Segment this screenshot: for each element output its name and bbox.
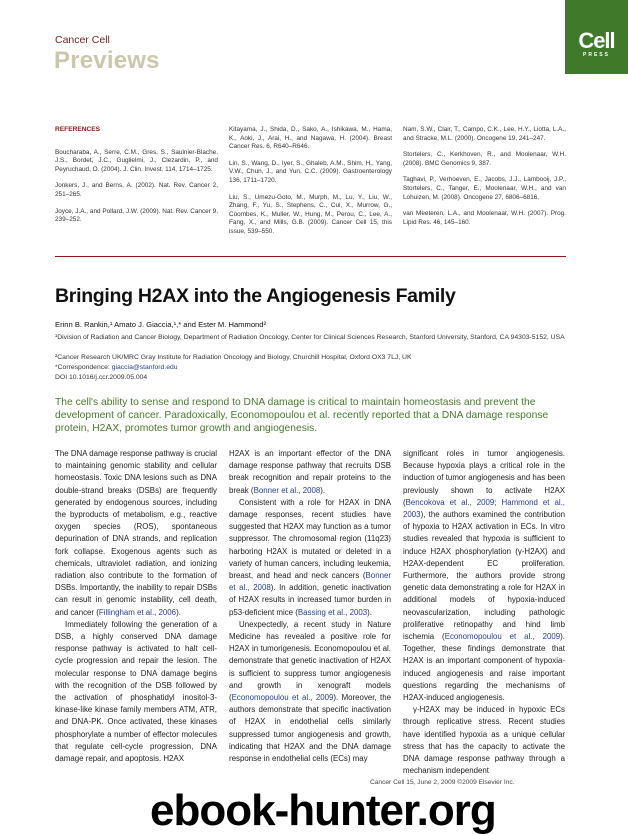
body-column-1 (55, 448, 217, 765)
body-paragraph (55, 619, 217, 765)
body-text: ). (367, 607, 372, 617)
logo-sub: PRESS (583, 52, 610, 58)
citation-link[interactable]: Economopoulou et al., 2009 (444, 632, 561, 642)
body-text: ). Together, these findings demonstrate that H2AX is an important component of hypoxia-induced angiogenesis and raise important questions regarding the mechanisms of H2AX-induced angiogenesis. (403, 632, 565, 703)
reference-item: Liu, S., Umezu-Goto, M., Murph, M., Lu, Y., Liu, W., Zhang, F., Yu, S., Stephens, C., Cui, X., Murrow, G., Coombes, K., Muller, W., Hung, M., Perou, C., Lee, A., Fang, X., and Mills, G.B. (2009). Cancer Cell 15, this issue, 539–550. (229, 193, 392, 235)
affiliation-2: ²Cancer Research UK/MRC Gray Institute for Radiation Oncology and Biology, Churchill Hospital, Oxford OX3 7LJ, UK (55, 354, 412, 361)
journal-name: Cancer Cell (55, 34, 110, 46)
doi: DOI 10.1016/j.ccr.2009.05.004 (55, 374, 148, 381)
section-title: Previews (54, 47, 160, 74)
body-paragraph (403, 704, 565, 777)
reference-item: Lin, S., Wang, D., Iyer, S., Ghaleb, A.M., Shim, H., Yang, V.W., Chun, J., and Yun, C.C. (2009). Gastroenterology 136, 1711–1720. (229, 159, 392, 184)
body-paragraph (229, 448, 391, 497)
citation-link[interactable]: Fillingham et al., 2006 (98, 607, 177, 617)
body-text: H2AX is an important effector of the DNA damage response pathway that recruits DSB break recognition and repair proteins to the break ( (229, 449, 391, 495)
body-text: ). Moreover, the authors demonstrate that specific inactivation of H2AX in endothelial cells similarly suppressed tumor angiogenesis and growth, indicating that H2AX and the DNA damage response in endothelial cells (ECs) may (229, 693, 391, 764)
watermark: ebook-hunter.org (150, 786, 496, 835)
citation-link[interactable]: Bonner et al., 2008 (253, 485, 321, 495)
article-abstract: The cell's ability to sense and respond to DNA damage is critical to maintain homeostasis and prevent the development of cancer. Paradoxically, Economopoulou et al. recently reported that a DNA damage response protein, H2AX, promotes tumor growth and angiogenesis. (55, 397, 549, 434)
citation-link[interactable]: Bonner et al., 2008 (229, 571, 391, 593)
reference-item: Jonkers, J., and Berns, A. (2002). Nat. Rev. Cancer 2, 251–265. (55, 182, 218, 198)
affiliation-1: ¹Division of Radiation and Cancer Biology, Department of Radiation Oncology, Center for Clinical Sciences Research, Stanford University, Stanford, CA 94303-5152, USA (55, 334, 565, 341)
reference-item: Nam, S.W., Clair, T., Campo, C.K., Lee, H.Y., Liotta, L.A., and Stracke, M.L. (2000). Oncogene 19, 241–247. (403, 126, 566, 142)
page-footer: Cancer Cell 15, June 2, 2009 ©2009 Elsevier Inc. (370, 779, 515, 786)
correspondence-label: *Correspondence: (55, 364, 112, 371)
article-title: Bringing H2AX into the Angiogenesis Family (55, 285, 456, 307)
references-column-3 (403, 126, 566, 235)
body-text: ). In addition, genetic inactivation of H2AX results in increased tumor burden in p53-deficient mice ( (229, 583, 391, 617)
reference-item: Joyce, J.A., and Pollard, J.W. (2009). Nat. Rev. Cancer 9, 239–252. (55, 207, 218, 224)
citation-link[interactable]: Bassing et al., 2003 (297, 607, 368, 617)
body-text: ). (176, 607, 181, 617)
reference-item: Taghavi, P., Verhoeven, E., Jacobs, J.J., Lambooij, J.P., Stortelers, C., Tanger, E., Moolenaar, W.H., and van Lohuizen, M. (2008). Oncogene 27, 6806–6816. (403, 176, 566, 201)
body-text: Immediately following the generation of a DSB, a highly conserved DNA damage response pathway is activated to halt cell-cycle progression and repair the lesion. The molecular response to DNA damage begins with the recognition of the DSB followed by the activation of phosphatidyl inositol-3-kinase-like kinase family members ATM, ATR, and DNA-PK. Once activated, these kinases phosphorylate a number of effector molecules that regulate cell-cycle progression, DNA damage repair, and apoptosis. H2AX (55, 619, 217, 764)
citation-link[interactable]: Economopoulou et al., 2009 (231, 693, 334, 703)
citation-link[interactable]: Bencokova et al., 2009; Hammond et al., 2003 (403, 497, 565, 520)
body-paragraph (55, 448, 217, 619)
body-paragraph (229, 497, 391, 619)
body-text: significant roles in tumor angiogenesis. Because hypoxia plays a critical role in the induction of tumor angiogenesis and has been previously shown to activate H2AX ( (403, 449, 565, 507)
body-text: ), the authors examined the contribution of hypoxia to H2AX activation in ECs. In vitro studies revealed that hypoxia is sufficient to induce H2AX phosphorylation (γ-H2AX) and H2AX-dependent EC proliferation. Furthermore, the authors provide strong genetic data demonstrating a role for H2AX in additional models of hypoxia-induced neovascularization, including pathologic proliferative retinopathy and hind limb ischemia ( (403, 510, 565, 642)
body-paragraph (403, 448, 565, 704)
references-column-1 (55, 126, 218, 233)
reference-item: Kitayama, J., Shida, D., Sako, A., Ishikawa, M., Hama, K., Aoki, J., Arai, H., and Nagawa, H. (2004). Breast Cancer Res. 6, R640–R646. (229, 126, 392, 151)
correspondence-email-link[interactable]: giaccia@stanford.edu (111, 364, 178, 371)
correspondence (55, 363, 570, 372)
body-paragraph (229, 619, 391, 765)
section-divider (55, 256, 566, 257)
body-column-2 (229, 448, 391, 765)
body-text: The DNA damage response pathway is crucial to maintaining genomic stability and cellular homeostasis. Toxic DNA lesions such as DNA double-strand breaks (DSBs) are frequently generated by endogenous sources, including the byproducts of metabolism, e.g., reactive oxygen species (ROS), spontaneous depurination of DNA strands, and replication fork collapse. Exogenous agents such as chemicals, ultraviolet radiation, and ionizing radiation also contribute to the formation of DSBs. Importantly, the inability to repair DSBs can result in genomic instability, cell death, and cancer ( (55, 449, 217, 617)
references-heading: REFERENCES (55, 126, 101, 133)
body-text: Consistent with a role for H2AX in DNA damage responses, recent studies have suggested that H2AX may function as a tumor suppressor. The chromosomal region (11q23) harboring H2AX is mutated or deleted in a variety of human cancers, including leukemia, breast, and head and neck cancers ( (229, 497, 391, 581)
reference-item: Stortelers, C., Kerkhoven, R., and Moolenaar, W.H. (2008). BMC Genomics 9, 387. (403, 151, 566, 167)
body-text: ). (320, 485, 326, 495)
body-column-3 (403, 448, 565, 777)
references-column-2 (229, 126, 392, 245)
article-authors: Erinn B. Rankin,¹ Amato J. Giaccia,¹,* and Ester M. Hammond² (55, 320, 267, 329)
reference-item: Boucharaba, A., Serre, C.M., Gres, S., Saulnier-Blache, J.S., Bordet, J.C., Guglielmi, J., Clezardin, P., and Peyruchaud, O. (2004). J. Clin. Invest. 114, 1714–1725. (55, 148, 218, 173)
reference-item: van Meeteren, L.A., and Moolenaar, W.H. (2007). Prog. Lipid Res. 46, 145–160. (403, 210, 566, 226)
body-text: γ-H2AX may be induced in hypoxic ECs through replicative stress. Recent studies have identified hypoxia as a unique cellular stress that has the capacity to activate the DNA damage response pathway through a mechanism independent (403, 705, 565, 776)
logo-main: Cell (578, 28, 615, 53)
cell-press-logo (565, 0, 628, 74)
body-text: Unexpectedly, a recent study in Nature Medicine has revealed a positive role for H2AX in tumorigenesis. Economopoulou et al. demonstrate that genetic inactivation of H2AX is sufficient to suppress tumor angiogenesis and growth in xenograft models ( (229, 619, 391, 703)
